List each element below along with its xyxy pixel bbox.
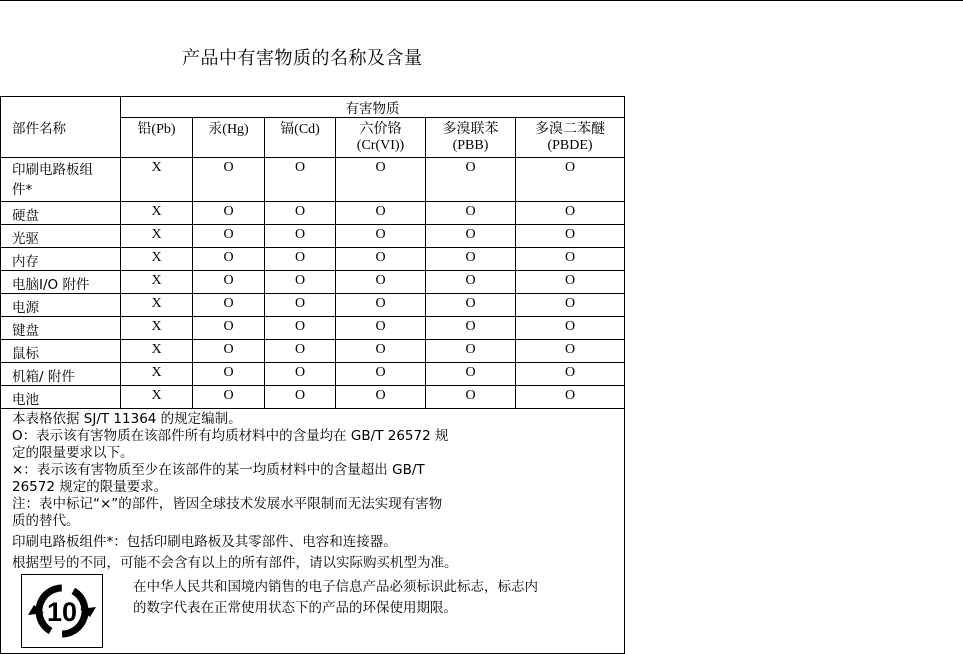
efup-10-logo bbox=[22, 575, 102, 647]
substance-value: X bbox=[121, 340, 193, 363]
substance-value: O bbox=[193, 340, 265, 363]
substance-value: O bbox=[426, 294, 516, 317]
substance-value: O bbox=[265, 271, 336, 294]
substance-value: O bbox=[193, 271, 265, 294]
substance-value: O bbox=[336, 386, 426, 409]
substance-value: X bbox=[121, 225, 193, 248]
part-name: 鼠标 bbox=[1, 340, 121, 363]
substance-value: X bbox=[121, 294, 193, 317]
substance-value: O bbox=[193, 386, 265, 409]
substance-value: O bbox=[426, 158, 516, 202]
notes bbox=[12, 411, 458, 572]
part-name: 硬盘 bbox=[1, 202, 121, 225]
efup-logo-box bbox=[21, 574, 103, 648]
substance-value: O bbox=[516, 158, 625, 202]
substance-value: O bbox=[426, 225, 516, 248]
substance-value: O bbox=[336, 158, 426, 202]
substance-value: X bbox=[121, 158, 193, 202]
substance-value: O bbox=[265, 317, 336, 340]
substance-value: O bbox=[265, 225, 336, 248]
table-row bbox=[1, 248, 625, 271]
substance-value: O bbox=[516, 363, 625, 386]
page-title: 产品中有害物质的名称及含量 bbox=[182, 48, 423, 69]
efup-description bbox=[133, 577, 538, 619]
substance-value: X bbox=[121, 271, 193, 294]
substance-value: O bbox=[426, 317, 516, 340]
substance-value: O bbox=[516, 386, 625, 409]
substance-value: O bbox=[193, 317, 265, 340]
part-name: 印刷电路板组 件* bbox=[1, 158, 121, 202]
part-name: 内存 bbox=[1, 248, 121, 271]
substance-value: O bbox=[336, 248, 426, 271]
substance-value: O bbox=[516, 294, 625, 317]
substance-value: O bbox=[516, 340, 625, 363]
hazardous-substances-header: 有害物质 bbox=[121, 97, 625, 118]
efup-number: 10 bbox=[46, 597, 78, 627]
substance-value: X bbox=[121, 317, 193, 340]
substance-value: O bbox=[265, 248, 336, 271]
substance-value: X bbox=[121, 202, 193, 225]
substance-header: 铅(Pb) bbox=[121, 118, 193, 158]
part-name: 电脑I/O 附件 bbox=[1, 271, 121, 294]
notes-cell bbox=[1, 409, 625, 654]
table-row bbox=[1, 202, 625, 225]
note-pcba: 印刷电路板组件*：包括印刷电路板及其零部件、电容和连接器。 bbox=[12, 534, 397, 550]
substance-value: O bbox=[426, 340, 516, 363]
note-x-line1: ×：表示该有害物质至少在该部件的某一均质材料中的含量超出 GB/T bbox=[12, 462, 425, 478]
note-o-line2: 定的限量要求以下。 bbox=[12, 445, 134, 461]
substance-value: O bbox=[336, 225, 426, 248]
table-row bbox=[1, 363, 625, 386]
substance-value: O bbox=[426, 363, 516, 386]
substance-value: O bbox=[193, 363, 265, 386]
note-model: 根据型号的不同，可能不会含有以上的所有部件，请以实际购买机型为准。 bbox=[12, 555, 458, 571]
substance-value: O bbox=[193, 202, 265, 225]
substance-value: O bbox=[193, 158, 265, 202]
substance-value: O bbox=[336, 363, 426, 386]
part-name: 键盘 bbox=[1, 317, 121, 340]
substance-value: O bbox=[336, 317, 426, 340]
substance-value: O bbox=[516, 248, 625, 271]
substance-value: O bbox=[336, 202, 426, 225]
efup-text-line2: 的数字代表在正常使用状态下的产品的环保使用期限。 bbox=[133, 600, 457, 616]
substance-value: X bbox=[121, 248, 193, 271]
substance-value: O bbox=[426, 271, 516, 294]
table-row bbox=[1, 158, 625, 202]
efup-text-line1: 在中华人民共和国境内销售的电子信息产品必须标识此标志，标志内 bbox=[133, 579, 538, 595]
table-row bbox=[1, 271, 625, 294]
hazardous-substances-table bbox=[0, 96, 625, 654]
substance-value: O bbox=[516, 202, 625, 225]
note-remark-line1: 注：表中标记“×”的部件，皆因全球技术发展水平限制而无法实现有害物 bbox=[12, 496, 443, 512]
substance-value: O bbox=[336, 294, 426, 317]
substance-value: O bbox=[265, 202, 336, 225]
table-row bbox=[1, 225, 625, 248]
substance-value: O bbox=[193, 225, 265, 248]
substance-value: O bbox=[426, 202, 516, 225]
substance-value: O bbox=[265, 386, 336, 409]
table-row bbox=[1, 386, 625, 409]
part-name: 光驱 bbox=[1, 225, 121, 248]
substance-header: 多溴二苯醚 (PBDE) bbox=[516, 118, 625, 158]
substance-value: O bbox=[426, 386, 516, 409]
part-name: 机箱/ 附件 bbox=[1, 363, 121, 386]
substance-value: O bbox=[193, 294, 265, 317]
substance-value: O bbox=[265, 363, 336, 386]
note-standard: 本表格依据 SJ/T 11364 的规定编制。 bbox=[12, 411, 242, 427]
note-o-line1: O：表示该有害物质在该部件所有均质材料中的含量均在 GB/T 26572 规 bbox=[12, 428, 449, 444]
part-name-header: 部件名称 bbox=[1, 97, 121, 158]
note-remark-line2: 质的替代。 bbox=[12, 513, 80, 529]
substance-value: O bbox=[516, 271, 625, 294]
substance-header: 汞(Hg) bbox=[193, 118, 265, 158]
substance-header: 多溴联苯 (PBB) bbox=[426, 118, 516, 158]
substance-header: 镉(Cd) bbox=[265, 118, 336, 158]
table-row bbox=[1, 340, 625, 363]
table-row bbox=[1, 294, 625, 317]
substance-value: O bbox=[193, 248, 265, 271]
top-rule bbox=[0, 0, 963, 1]
substance-value: O bbox=[265, 340, 336, 363]
substance-value: O bbox=[265, 158, 336, 202]
note-x-line2: 26572 规定的限量要求。 bbox=[12, 479, 168, 495]
part-name: 电池 bbox=[1, 386, 121, 409]
substance-value: O bbox=[426, 248, 516, 271]
substance-value: X bbox=[121, 363, 193, 386]
substance-value: O bbox=[336, 271, 426, 294]
substance-value: O bbox=[336, 340, 426, 363]
part-name: 电源 bbox=[1, 294, 121, 317]
table-row bbox=[1, 317, 625, 340]
substance-value: O bbox=[516, 225, 625, 248]
substance-header: 六价铬 (Cr(VI)) bbox=[336, 118, 426, 158]
substance-value: X bbox=[121, 386, 193, 409]
substance-value: O bbox=[516, 317, 625, 340]
substance-value: O bbox=[265, 294, 336, 317]
